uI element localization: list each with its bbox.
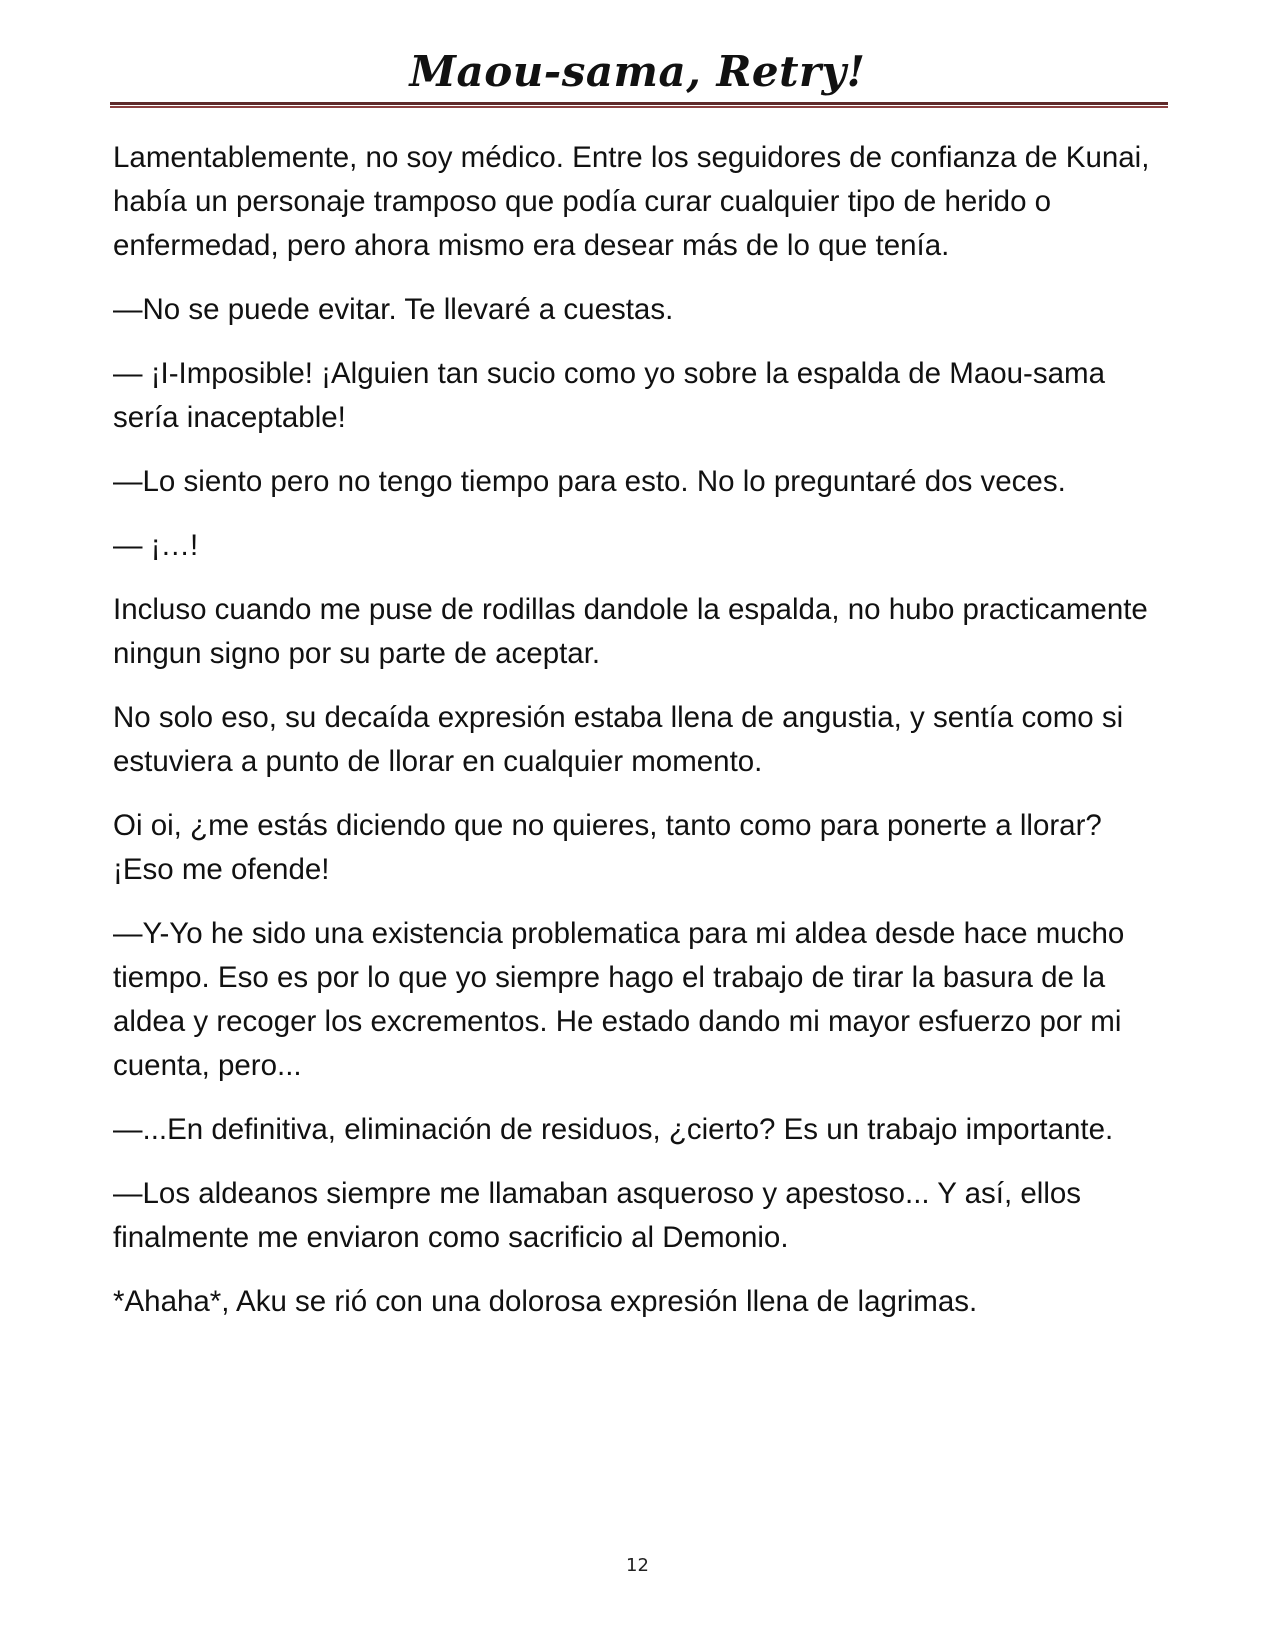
page-number: 12 — [626, 1555, 649, 1576]
paragraph: Oi oi, ¿me estás diciendo que no quieres, tanto como para ponerte a llorar? ¡Eso me ofende! — [113, 809, 1102, 886]
paragraph: —No se puede evitar. Te llevaré a cuestas. — [113, 293, 674, 326]
paragraph: — ¡I-Imposible! ¡Alguien tan sucio como yo sobre la espalda de Maou-sama sería inaceptable! — [113, 357, 1106, 434]
body-text — [113, 136, 1168, 1344]
paragraph: *Ahaha*, Aku se rió con una dolorosa expresión llena de lagrimas. — [113, 1285, 978, 1318]
paragraph: Lamentablemente, no soy médico. Entre los seguidores de confianza de Kunai, había un personaje tramposo que podía curar cualquier tipo de herido o enfermedad, pero ahora mismo era desear más de lo que tenía. — [113, 141, 1150, 262]
paragraph: —Y-Yo he sido una existencia problematica para mi aldea desde hace mucho tiempo. Eso es por lo que yo siempre hago el trabajo de tirar la basura de la aldea y recoger los excrementos. He estado dando mi mayor esfuerzo por mi cuenta, pero... — [113, 917, 1125, 1082]
paragraph: No solo eso, su decaída expresión estaba llena de angustia, y sentía como si estuviera a punto de llorar en cualquier momento. — [113, 701, 1124, 778]
paragraph: — ¡…! — [113, 529, 199, 562]
header-title: Maou-sama, Retry! — [409, 47, 866, 96]
paragraph: —Lo siento pero no tengo tiempo para esto. No lo preguntaré dos veces. — [113, 465, 1066, 498]
paragraph: Incluso cuando me puse de rodillas dandole la espalda, no hubo practicamente ningun signo por su parte de aceptar. — [113, 593, 1148, 670]
header-divider — [110, 102, 1168, 108]
paragraph: —...En definitiva, eliminación de residuos, ¿cierto? Es un trabajo importante. — [113, 1113, 1114, 1146]
paragraph: —Los aldeanos siempre me llamaban asqueroso y apestoso... Y así, ellos finalmente me enviaron como sacrificio al Demonio. — [113, 1177, 1082, 1254]
